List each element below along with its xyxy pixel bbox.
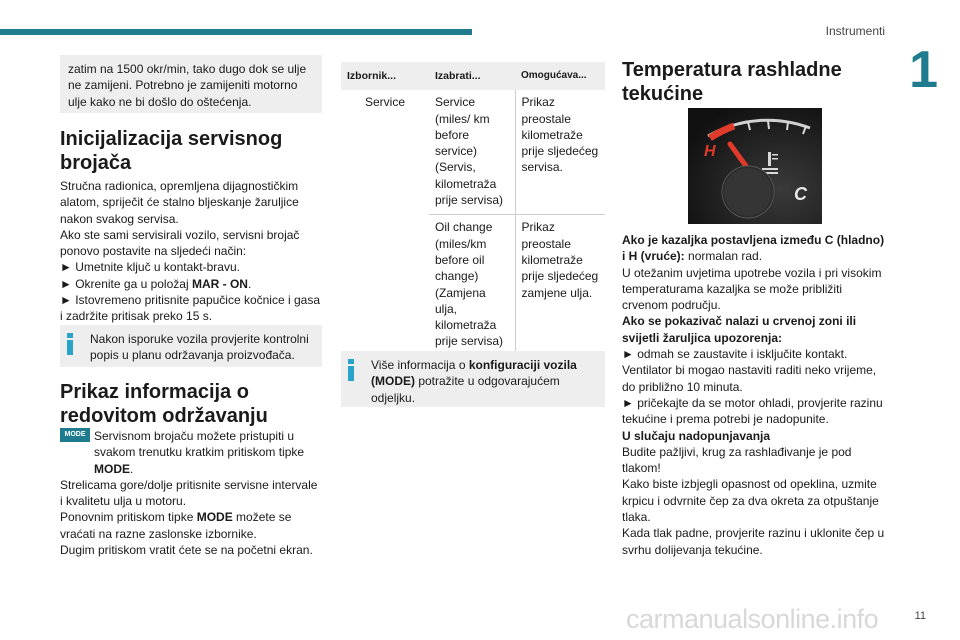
step-item: ► Umetnite ključ u kontakt-bravu. [60,260,240,275]
info-text: Nakon isporuke vozila provjerite kontrolni popis u planu održavanja proizvođača. [90,332,309,363]
paragraph: Ako se pokazivač nalazi u crvenoj zoni ili svijetli žaruljica upozorenja: [622,314,857,345]
subheading: U slučaju nadopunjavanja [622,428,771,443]
table-cell: Oil change (miles/km before oil change) (Zamjena ulja, kilometraža prije servisa) [429,215,515,356]
table-cell: Service [364,95,405,110]
table-cell: Service (miles/ km before service) (Servis, kilometraža prije servisa) [429,90,515,215]
section-title-service-reset: Inicijalizacija servisnog brojača [60,128,283,174]
step-item: ► Okrenite ga u položaj MAR - ON. [60,276,252,291]
table-header-cell: Izbornik... [341,62,429,90]
table-cell [341,215,429,356]
paragraph: Budite pažljivi, krug za rashlađivanje je pod tlakom! [622,444,852,476]
table-row [341,90,605,215]
section-title-coolant-temperature: Temperatura rashladne tekućine [622,59,842,105]
service-menu-table [341,62,605,356]
paragraph: Servisnom brojaču možete pristupiti u svakom trenutku kratkim pritiskom tipke MODE. [94,429,305,476]
coolant-temperature-gauge [688,108,822,224]
table-cell: Prikaz preostale kilometraže prije sljedećeg zamjene ulja. [521,220,599,300]
section-body-maintenance-info [60,428,322,558]
paragraph: Ventilator bi mogao nastaviti raditi neko vrijeme, do približno 10 minuta. [622,363,877,394]
step-item: ► pričekajte da se motor ohladi, provjerite razinu tekućine i prema potrebi je nadopunite. [622,395,883,427]
paragraph: Stručna radionica, opremljena dijagnostičkim alatom, spriječit će stalno bljeskanje žaruljice nakon svakog servisa. [60,179,299,226]
table-row [341,215,605,356]
step-item: ► Istovremeno pritisnite papučice kočnice i gasa i zadržite pritisak preko 15 s. [60,293,321,324]
info-icon [66,333,74,355]
mode-button-icon: MODE [60,428,90,442]
table-cell: Prikaz preostale kilometraže prije sljedećeg servisa. [515,90,605,215]
gauge-hot-label: H [704,143,716,160]
watermark: carmanualsonline.info [626,604,879,634]
header-accent-bar [0,29,472,35]
section-body-coolant-temperature [622,232,888,558]
paragraph: Dugim pritiskom vratit ćete se na početni ekran. [60,543,313,558]
chapter-number: 1 [909,41,938,99]
paragraph: U otežanim uvjetima upotrebe vozila i pri visokim temperaturama kazaljka se može približiti crvenom području. [622,265,882,313]
paragraph: Ponovnim pritiskom tipke MODE možete se vraćati na razne zaslonske izbornike. [60,510,292,541]
intro-note-text: zatim na 1500 okr/min, tako dugo dok se ulje ne zamijeni. Potrebno je zamijeniti motorno ulje kako ne bi došlo do oštećenja. [68,62,307,109]
info-box-checklist [60,325,322,367]
info-box-vehicle-config [341,351,605,407]
page-header-title: Instrumenti [825,24,885,38]
page-number: 11 [914,610,926,622]
mode-row [60,428,322,477]
table-header-cell: Omogućava... [515,62,605,90]
paragraph: Strelicama gore/dolje pritisnite servisne intervale i kvalitetu ulja u motoru. [60,477,318,509]
info-icon [347,359,355,381]
info-text: Više informacija o konfiguraciji vozila (MODE) potražite u odgovarajućem odjeljku. [371,358,577,405]
gauge-cold-label: C [794,184,807,204]
table-header-cell: Izabrati... [429,62,515,90]
table-header-row [341,62,605,90]
section-body-service-reset [60,178,322,325]
section-title-maintenance-info: Prikaz informacija o redovitom održavanju [60,381,268,427]
paragraph: Ako je kazaljka postavljena između C (hladno) i H (vruće): normalan rad. [622,233,885,264]
paragraph: Kako biste izbjegli opasnost od opeklina, uzmite krpicu i odvrnite čep za dva okreta za otpuštanje tlaka. [622,477,879,525]
intro-note-box [60,55,322,113]
step-item: ► odmah se zaustavite i isključite kontakt. [622,347,848,362]
paragraph: Ako ste sami servisirali vozilo, servisni brojač ponovo postavite na sljedeći način: [60,227,300,259]
paragraph: Kada tlak padne, provjerite razinu i uklonite čep u svrhu dolijevanja tekućine. [622,526,885,557]
